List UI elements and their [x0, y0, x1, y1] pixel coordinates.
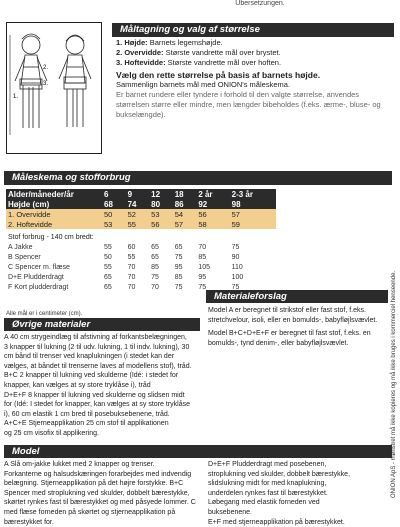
fabric-suggestion-header — [206, 290, 388, 303]
size-table-row-hip: 2. Hoftevidde 53 55 56 57 58 59 — [6, 219, 276, 229]
other-materials-text: A 40 cm strygeindlæg til afstivning af forkantsbelægningen, 3 knapper til lukning (2 til udv. lukning, 1 til indv. lukning), 30 cm bånd til trenser ved knaplukningen (i stedet kan der vælges, at båndet til trenserne laves af modellens stof), tråd. B+C 2 knapper til lukning ved skulderne (Idé: i stedet for knapper, kan vælges at sy store tryklåse i), tråd D+E+F 8 knapper til lukning ved skulderne og slidsen midt for (Idé: I stedet for knapper, kan vælges at sy store tryklåse i), 60 cm elastik 1 cm bred til posebuksebenene, tråd. A+C+E Stjerneapplikation 25 cm stof til applikationen og 25 cm visofix til applikering. — [4, 334, 192, 437]
fabric-suggestion-text — [208, 306, 386, 348]
fabric-suggestion-bcdef: Model B+C+D+E+F er beregnet til fast stof, f.eks. en bomulds-, tynd denim-, eller babyfløjlsvævlet. — [208, 330, 371, 347]
fabric-row-a: A Jakke 55 60 65 65 70 75 — [8, 243, 240, 251]
measure-item-height: 1. Højde: Barnets legemshøjde. — [116, 38, 223, 47]
schema-section-header — [4, 171, 392, 185]
measurement-illustration — [6, 22, 102, 154]
size-table-header-age: Alder/måneder/år 6 9 12 18 2 år 2-3 år — [6, 189, 276, 199]
fabric-row-c: C Spencer m. flæse 55 70 85 95 105 110 — [8, 263, 243, 271]
model-section-title: Model — [12, 446, 40, 457]
size-table-header-height: Højde (cm) 68 74 80 86 92 98 — [6, 199, 276, 209]
copyright-side-text: ONION ApS - mønstret må ikke kopieres og må ikke bruges i kommerciel henseende. — [391, 270, 397, 498]
fabric-row-f: F Kort pludderdragt 65 70 70 75 75 75 — [8, 283, 240, 291]
model-description-left: A Slå om-jakke lukket med 2 knapper og trenser. Forkanterne og halsudskæringen forarbejdes med indvendig belægning. Stjerneapplikation på det højre forstykke. B+C Spencer med stroplukning ved skulder, dobbelt bærestykke, skørtet rynkes fast til bærestykket og med påsyede lommer. C med flæse forneden på skørtet og stjerneapplikation på bærestykket for. — [4, 461, 196, 526]
measure-section-title: Måltagning og valg af størrelse — [120, 24, 260, 35]
fabric-usage-title-row: Stof forbrug - 140 cm bredt: — [8, 233, 94, 241]
svg-text:1.: 1. — [13, 94, 19, 100]
size-adjust-advice: Er barnet rundere eller tyndere i forhold til den valgte størrelse, anvendes størrelsen større eller mindre, men længder bibeholdes (f.eks. ærme-, bluse- og bukselængde). — [116, 90, 381, 119]
other-materials-header — [4, 318, 200, 331]
measure-instructions — [116, 38, 388, 120]
fabric-suggestion-a: Model A er beregnet til strikstof eller fast stof, f.eks. stretchvelour, isoli, eller en bomulds-, babyfløjlsvævlet. — [208, 307, 378, 324]
measure-item-chest: 2. Overvidde: Største vandrette mål over brystet. — [116, 48, 281, 57]
svg-text:3.: 3. — [43, 81, 49, 87]
other-materials-title: Øvrige materialer — [12, 319, 91, 330]
children-figures-illustration — [7, 23, 101, 153]
schema-section-title: Måleskema og stofforbrug — [12, 172, 131, 183]
top-note: Übersetzungen. — [235, 0, 285, 7]
size-table-row-chest: 1. Overvidde 50 52 53 54 56 57 — [6, 209, 276, 219]
model-description-right: D+E+F Pludderdragt med posebenen, stroplukning ved skulder, dobbelt bærestykke, slidslukning midt for med knaplukning, underdelen rynkes fast til bærestykket. Løbegang med elastik forneden ved buksebenene. E+F med stjerneapplikation på bærestykket. — [208, 461, 351, 526]
units-note: Alle mål er i centimeter (cm). — [6, 311, 83, 317]
measure-item-hip: 3. Hoftevidde: Største vandrette mål over hoften. — [116, 58, 282, 67]
compare-advice: Sammenlign barnets mål med ONION's måleskema. — [116, 80, 290, 89]
model-section-header — [4, 445, 392, 458]
measure-section-header — [112, 23, 394, 37]
fabric-suggestion-title: Materialeforslag — [214, 291, 287, 302]
size-choice-advice: Vælg den rette størrelse på basis af barnets højde. — [116, 70, 321, 80]
size-table — [6, 189, 276, 292]
fabric-row-b: B Spencer 50 55 65 75 85 90 — [8, 253, 240, 261]
fabric-row-de: D+E Pludderdragt 65 70 75 85 95 100 — [8, 273, 244, 281]
svg-text:2.: 2. — [43, 65, 49, 71]
